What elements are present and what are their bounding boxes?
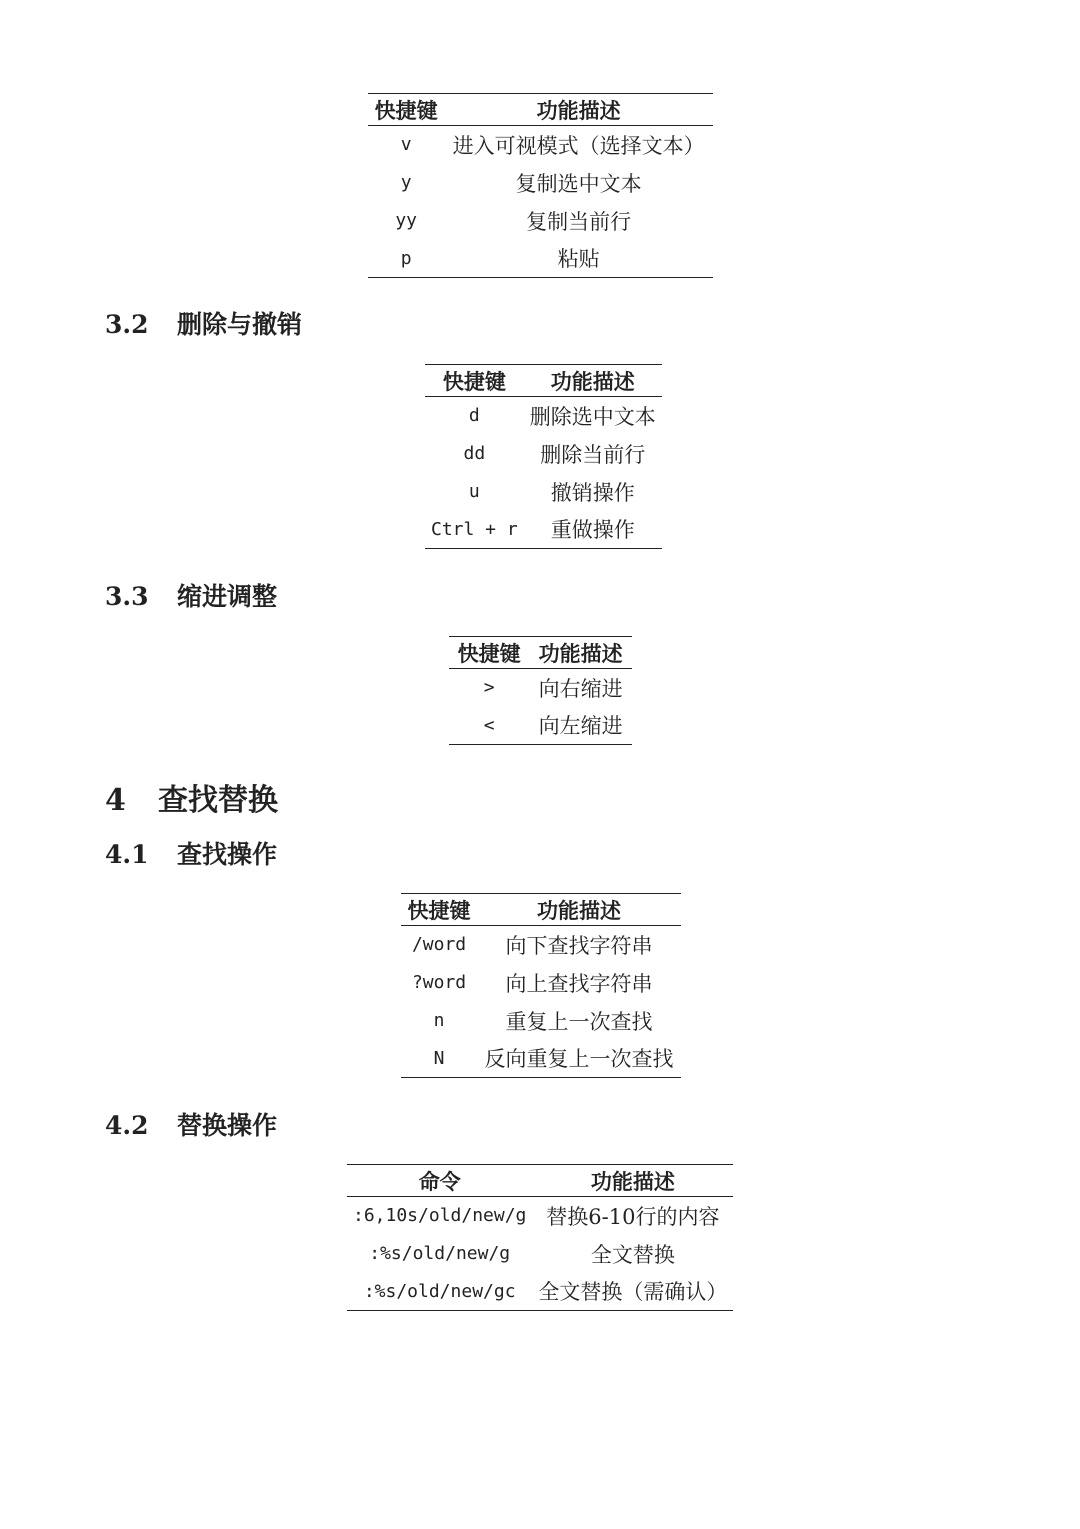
table-row xyxy=(347,1235,733,1273)
table-row xyxy=(401,926,681,964)
section-heading-4-1 xyxy=(105,835,277,871)
replace-command-table xyxy=(347,1164,733,1311)
shortcut-description: 复制当前行 xyxy=(526,209,632,234)
visual-mode-shortcut-table xyxy=(368,93,713,278)
shortcut-key: /word xyxy=(411,934,467,956)
table-row xyxy=(401,964,681,1002)
command-description: 替换6-10行的内容 xyxy=(546,1204,720,1229)
shortcut-description: 向右缩进 xyxy=(538,676,623,701)
command-column-header: 命令 xyxy=(347,1165,532,1197)
section-title: 查找操作 xyxy=(177,840,278,869)
command-text: :%s/old/new/g xyxy=(369,1243,511,1264)
section-title: 查找替换 xyxy=(158,783,278,818)
command-text: :%s/old/new/gc xyxy=(347,1273,532,1311)
shortcut-description: 向下查找字符串 xyxy=(505,933,653,958)
shortcut-description: 反向重复上一次查找 xyxy=(477,1040,681,1078)
shortcut-key: < xyxy=(449,707,529,745)
shortcut-description: 删除选中文本 xyxy=(529,404,656,429)
shortcut-description: 粘贴 xyxy=(444,240,713,278)
shortcut-key: Ctrl + r xyxy=(425,511,524,549)
table-row xyxy=(401,1040,681,1078)
table-row xyxy=(425,397,662,435)
table-row xyxy=(425,473,662,511)
table-header-row xyxy=(425,365,662,397)
table-header-row xyxy=(368,94,713,126)
table-row xyxy=(425,435,662,473)
table-row xyxy=(368,202,713,240)
shortcut-column-header: 快捷键 xyxy=(449,637,529,669)
shortcut-key: > xyxy=(483,677,495,699)
table-header-row xyxy=(347,1165,733,1197)
table-row xyxy=(347,1273,733,1311)
shortcut-description: 重做操作 xyxy=(524,511,662,549)
table-row xyxy=(449,707,632,745)
shortcut-key: u xyxy=(468,481,480,502)
table-row xyxy=(368,126,713,164)
section-number: 4.2 xyxy=(105,1111,149,1140)
shortcut-description: 重复上一次查找 xyxy=(505,1009,653,1034)
shortcut-description: 进入可视模式（选择文本） xyxy=(452,133,705,158)
shortcut-description: 撤销操作 xyxy=(550,480,635,505)
command-description: 全文替换 xyxy=(590,1242,675,1267)
section-number: 4 xyxy=(105,783,126,818)
shortcut-column-header: 快捷键 xyxy=(368,94,444,126)
table-row xyxy=(368,240,713,278)
shortcut-column-header: 快捷键 xyxy=(425,365,524,397)
shortcut-key: ?word xyxy=(411,972,467,993)
section-heading-3-3 xyxy=(105,577,277,613)
shortcut-description: 向上查找字符串 xyxy=(505,971,653,996)
shortcut-key: n xyxy=(433,1010,445,1031)
indent-shortcut-table xyxy=(449,636,632,745)
table-header-row xyxy=(401,894,681,926)
shortcut-description: 向左缩进 xyxy=(529,707,632,745)
shortcut-key: d xyxy=(468,405,480,427)
section-heading-4-2 xyxy=(105,1106,277,1142)
table-header-row xyxy=(449,637,632,669)
shortcut-key: y xyxy=(400,172,412,193)
delete-undo-shortcut-table xyxy=(425,364,662,549)
description-column-header: 功能描述 xyxy=(529,637,632,669)
description-column-header: 功能描述 xyxy=(444,94,713,126)
shortcut-key: N xyxy=(401,1040,477,1078)
section-heading-3-2 xyxy=(105,305,302,341)
shortcut-key: yy xyxy=(395,210,417,231)
table-row xyxy=(449,669,632,707)
shortcut-key: v xyxy=(400,134,412,156)
shortcut-key: dd xyxy=(463,443,486,464)
shortcut-description: 删除当前行 xyxy=(540,442,646,467)
section-title: 缩进调整 xyxy=(177,582,278,611)
table-row xyxy=(347,1197,733,1235)
table-row xyxy=(368,164,713,202)
table-row xyxy=(425,511,662,549)
section-number: 3.2 xyxy=(105,310,149,339)
section-heading-4 xyxy=(105,775,278,819)
table-row xyxy=(401,1002,681,1040)
command-text: :6,10s/old/new/g xyxy=(353,1205,527,1227)
shortcut-description: 复制选中文本 xyxy=(515,171,642,196)
description-column-header: 功能描述 xyxy=(477,894,681,926)
section-title: 删除与撤销 xyxy=(177,310,303,339)
section-title: 替换操作 xyxy=(177,1111,278,1140)
description-column-header: 功能描述 xyxy=(532,1165,733,1197)
section-number: 4.1 xyxy=(105,840,149,869)
search-shortcut-table xyxy=(401,893,681,1078)
description-column-header: 功能描述 xyxy=(524,365,662,397)
section-number: 3.3 xyxy=(105,582,149,611)
shortcut-column-header: 快捷键 xyxy=(401,894,477,926)
command-description: 全文替换（需确认） xyxy=(532,1273,733,1311)
shortcut-key: p xyxy=(368,240,444,278)
